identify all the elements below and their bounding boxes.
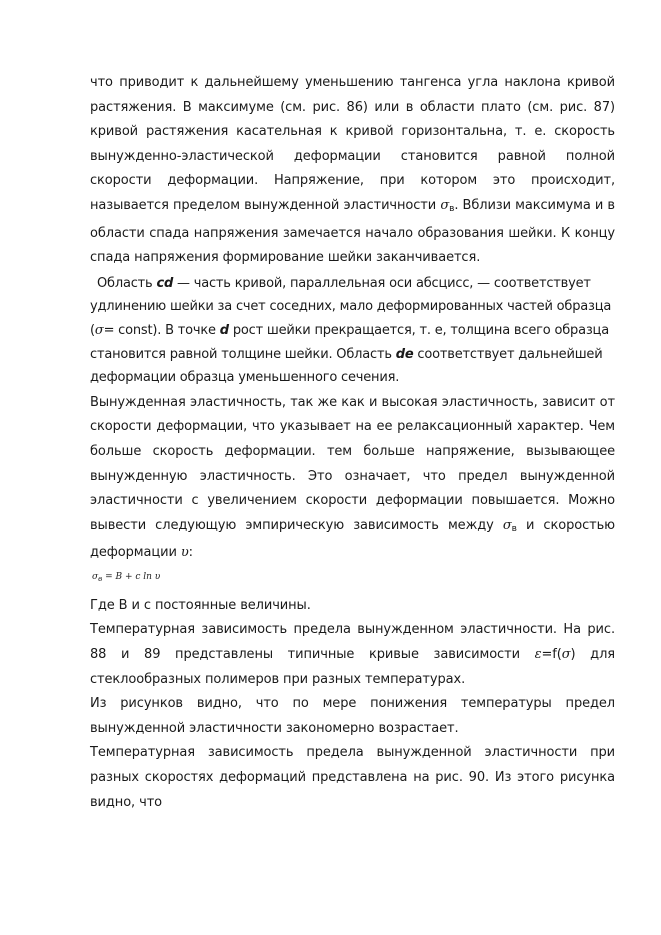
line xyxy=(90,343,615,367)
line xyxy=(90,319,615,343)
rate-symbol: υ xyxy=(180,545,189,561)
sigma-symbol: σ xyxy=(561,647,571,663)
text: — часть кривой, параллельная оси абсцисс, — соответствует xyxy=(173,275,591,291)
text: Вынужденная эластичность, так же как и высокая эластичность, зависит от скорости деформации, что указывает на ее релаксационный характер. Чем больше скорость деформации. тем больше напряжение, вызывающее вынужденную эластичность. Это означает, что предел вынужденной эластичности с увеличением скорости деформации повышается. Можно вывести следующую эмпирическую зависимость между xyxy=(90,394,615,533)
text: Область xyxy=(97,275,157,291)
formula-body: = B + c ln υ xyxy=(102,571,161,582)
epsilon-symbol: ε xyxy=(534,647,542,663)
text: становится равной толщине шейки. Область xyxy=(90,346,396,362)
sigma-symbol: σ xyxy=(440,197,450,213)
document-page xyxy=(90,71,615,815)
line: удлинению шейки за счет соседних, мало деформированных частей образца xyxy=(90,299,612,315)
subscript: в xyxy=(98,574,103,583)
text: ) для стеклообразных полимеров при разных температурах. xyxy=(90,647,615,687)
text: что приводит к дальнейшему уменьшению тангенса угла наклона кривой растяжения. В максимуме (см. рис. 86) или в области плато (см. рис. 87) кривой растяжения касательная к кривой горизонтальна, т. е. скорость вынужденно-эластической деформации становится равной полной скорости деформации. Напряжение, при котором это происходит, называется пределом вынужденной эластичности xyxy=(90,75,615,213)
text: и скоростью деформации xyxy=(90,517,616,561)
text: : xyxy=(188,545,193,561)
region-label: de xyxy=(395,346,414,362)
text: . Вблизи максимума и в области спада напряжения замечается начало образования шейки. К концу спада напряжения формирование шейки заканчивается. xyxy=(90,197,615,266)
paragraph-yield-stress xyxy=(90,71,615,271)
point-label: d xyxy=(219,322,229,338)
paragraph-temperature xyxy=(90,618,615,692)
paragraph-rates: Температурная зависимость предела вынужденной эластичности при разных скоростях деформаций представлена на рис. 90. Из этого рисунка видно, что xyxy=(90,745,615,810)
text: соответствует дальнейшей xyxy=(413,346,603,362)
sigma-symbol: σ xyxy=(94,322,104,338)
line: деформации образца уменьшенного сечения. xyxy=(90,370,400,386)
paragraph-constants: Где В и с постоянные величины. xyxy=(90,597,311,613)
text: = const). В точке xyxy=(103,322,220,338)
region-label: cd xyxy=(156,275,174,291)
subscript: в xyxy=(511,523,517,534)
text: =f( xyxy=(541,647,562,663)
subscript: в xyxy=(449,203,455,214)
sigma-symbol: σ xyxy=(502,517,512,533)
formula xyxy=(92,566,615,588)
line xyxy=(90,272,615,296)
sigma-symbol: σ xyxy=(92,571,99,582)
paragraph-region-cd xyxy=(90,272,615,390)
text: рост шейки прекращается, т. е, толщина всего образца xyxy=(228,322,609,338)
text: Температурная зависимость предела вынужденном эластичности. На рис. 88 и 89 представлены типичные кривые зависимости xyxy=(90,622,615,663)
text: ( xyxy=(90,322,95,338)
paragraph-rate-dependence xyxy=(90,391,615,566)
paragraph-figures: Из рисунков видно, что по мере понижения температуры предел вынужденной эластичности закономерно возрастает. xyxy=(90,696,615,736)
